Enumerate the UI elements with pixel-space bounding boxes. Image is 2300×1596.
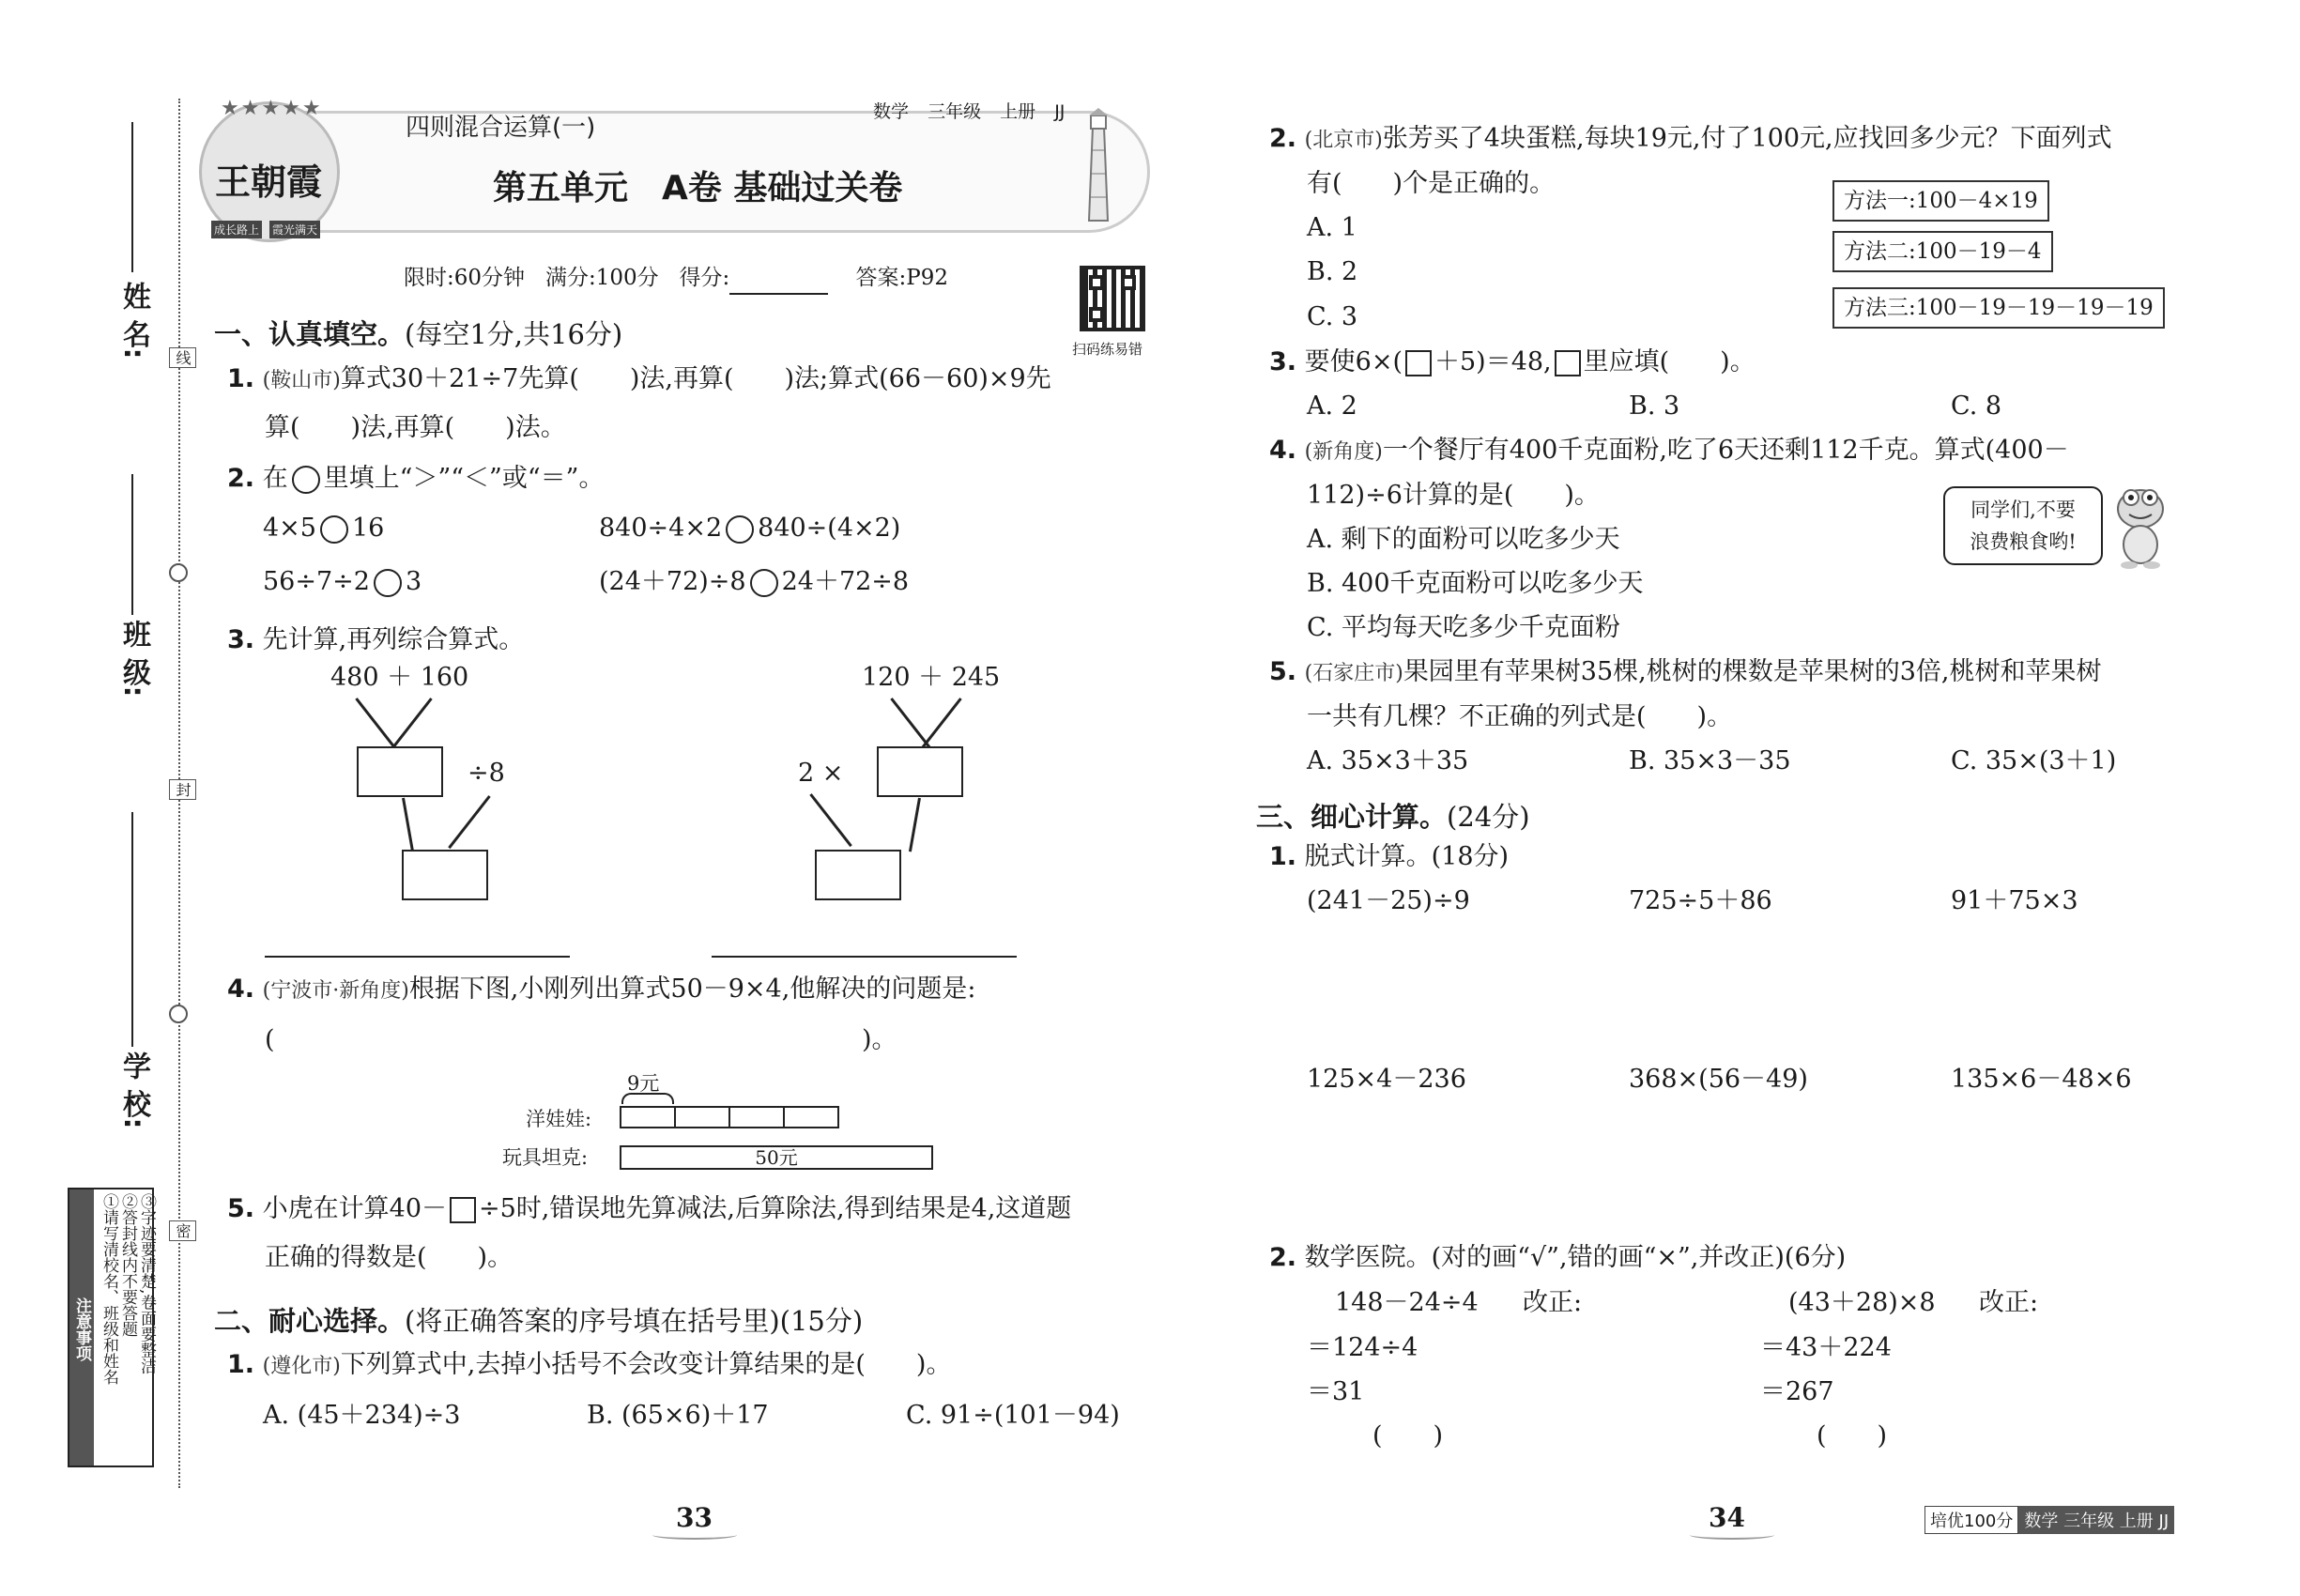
c1-number: 1.: [1269, 842, 1297, 871]
brand-logo: [199, 97, 340, 242]
c2-left-judge[interactable]: ( ): [1372, 1421, 1444, 1450]
s2-q1-text: 下列算式中,去掉小括号不会改变计算结果的是( )。: [340, 1350, 952, 1379]
speech-bubble-line-1: 同学们,不要: [1970, 499, 2076, 521]
r-q3-option-a[interactable]: A. 2: [1307, 391, 1357, 421]
c1: [1269, 840, 1509, 874]
q4-source: (宁波市·新角度): [262, 979, 409, 1003]
r-q5: [1269, 655, 2102, 691]
q4-price-label: 9元: [627, 1072, 660, 1095]
r-q3-blank-square-1: [1405, 350, 1432, 376]
footer-tag: [1924, 1506, 2174, 1534]
c1-expr-4: 125×4－236: [1307, 1065, 1466, 1094]
brand-name: 王朝霞: [215, 161, 323, 203]
q5-number: 5.: [227, 1194, 255, 1223]
speech-bubble: [1943, 486, 2103, 565]
name-blank[interactable]: [131, 122, 133, 272]
name-label: 姓 名:: [117, 282, 150, 360]
page-number-left: 33: [676, 1502, 713, 1533]
tree2-answer-line[interactable]: [712, 956, 1017, 958]
frog-mascot-icon: [2112, 481, 2169, 570]
doll-segment: [785, 1106, 839, 1128]
tree1-line-l: [355, 698, 396, 749]
section-1-score: (每空1分,共16分): [405, 318, 623, 350]
q2-item-2-left: 840÷4×2: [599, 514, 723, 543]
r-q5-line1: 果园里有苹果树35棵,桃树的棵数是苹果树的3倍,桃树和苹果树: [1403, 657, 2102, 686]
tree2-line-r: [920, 698, 961, 749]
speech-bubble-line-2: 浪费粮食哟!: [1970, 530, 2077, 553]
q2-answer-circle-3[interactable]: [374, 569, 402, 597]
r-q5-line2: 一共有几棵？不正确的列式是( )。: [1307, 702, 1733, 731]
q2-number: 2.: [227, 464, 255, 493]
binding-hole-2: [169, 1005, 188, 1023]
brand-slogan-2: 霞光满天: [269, 221, 320, 238]
class-label: 班 级:: [117, 620, 150, 698]
r-q5-option-b[interactable]: B. 35×3－35: [1629, 746, 1791, 775]
footer-info: 数学 三年级 上册 JJ: [2018, 1506, 2174, 1534]
cut-mark-seal: 封: [169, 779, 196, 800]
r-q4-option-b[interactable]: B. 400千克面粉可以吃多少天: [1307, 569, 1644, 598]
r-q5-source: (石家庄市): [1304, 662, 1403, 685]
c2-text: 数学医院。(对的画“√”,错的画“×”,并改正)(6分): [1304, 1243, 1847, 1272]
full-score: 满分:100分: [544, 266, 659, 290]
q5-line1b: ÷5时,错误地先算减法,后算除法,得到结果是4,这道题: [479, 1194, 1072, 1223]
c2: [1269, 1241, 1846, 1275]
s2-q1: [227, 1348, 951, 1384]
q4-brace: [621, 1093, 674, 1104]
c2-left-line-3: ＝31: [1307, 1377, 1365, 1406]
class-blank[interactable]: [131, 474, 133, 615]
section-1-heading: 一、认真填空。: [214, 318, 406, 350]
tree2-top: 120 ＋ 245: [862, 663, 1001, 692]
section-3-title: [1256, 796, 1530, 835]
c2-right-line-2: ＝43＋224: [1760, 1333, 1892, 1362]
section-2-heading: 二、耐心选择。: [214, 1305, 406, 1337]
r-q4-option-c[interactable]: C. 平均每天吃多少千克面粉: [1307, 613, 1620, 642]
qr-caption: 扫码练易错: [1072, 341, 1143, 358]
lighthouse-icon: [1080, 108, 1117, 225]
q2-text2: 里填上“＞”“＜”或“＝”。: [323, 464, 605, 493]
section-2-score: (将正确答案的序号填在括号里)(15分): [405, 1305, 864, 1337]
q4-doll-bar: [620, 1106, 839, 1128]
q4-tank-price: 50元: [755, 1146, 798, 1169]
q2-item-1: [263, 512, 384, 545]
tree1-line-a: [402, 798, 414, 852]
volume-tag: 上册: [1000, 101, 1036, 122]
c2-right-line-1: (43＋28)×8: [1788, 1288, 1936, 1317]
c2-right-judge[interactable]: ( ): [1817, 1421, 1888, 1450]
time-limit: 限时:60分钟: [404, 266, 526, 290]
q5-line2: 正确的得数是( )。: [265, 1243, 514, 1272]
r-q3-option-b[interactable]: B. 3: [1629, 391, 1680, 421]
r-q2-number: 2.: [1269, 124, 1297, 153]
c2-right-line-3: ＝267: [1760, 1377, 1834, 1406]
r-q4-option-a[interactable]: A. 剩下的面粉可以吃多少天: [1307, 525, 1620, 554]
r-q2: [1269, 122, 2112, 158]
tree1-box2[interactable]: [402, 850, 488, 900]
r-q2-line2: 有( )个是正确的。: [1307, 169, 1556, 198]
method-2-box: 方法二:100－19－4: [1832, 231, 2053, 272]
answer-page: 答案:P92: [855, 266, 949, 290]
q5: [227, 1192, 1071, 1226]
r-q5-option-c[interactable]: C. 35×(3＋1): [1951, 746, 2117, 775]
compare-circle-icon: [292, 466, 320, 494]
q5-blank-square: [450, 1197, 476, 1223]
doll-segment: [730, 1106, 785, 1128]
section-2-title: [214, 1300, 863, 1339]
tree2-box2[interactable]: [815, 850, 901, 900]
q4-text: 根据下图,小刚列出算式50－9×4,他解决的问题是:: [408, 974, 976, 1004]
q4-paren-close: )。: [862, 1025, 897, 1054]
q2-answer-circle-1[interactable]: [320, 515, 348, 544]
q2-text: 在: [262, 464, 288, 493]
topic-label: 四则混合运算(一): [406, 114, 596, 142]
section-1-title: [214, 314, 622, 352]
r-q5-number: 5.: [1269, 657, 1297, 686]
r-q4: [1269, 434, 2069, 469]
cut-mark-secret: 密: [169, 1220, 196, 1241]
r-q2-source: (北京市): [1304, 129, 1383, 152]
cut-mark-line: 线: [169, 347, 196, 368]
q4-answer-blank[interactable]: [282, 1023, 859, 1057]
page-number-left-swirl: [652, 1530, 737, 1540]
q3-text: 先计算,再列综合算式。: [262, 625, 525, 654]
tree1-answer-line[interactable]: [265, 956, 570, 958]
score-blank[interactable]: [729, 272, 828, 295]
r-q2-line1: 张芳买了4块蛋糕,每块19元,付了100元,应找回多少元？下面列式: [1382, 124, 2112, 153]
q4-tank-bar: [620, 1145, 933, 1170]
r-q3-text-c: 里应填( )。: [1583, 347, 1756, 376]
note-3: ③字迹要清楚,卷面要整洁: [137, 1193, 156, 1374]
page-number-right: 34: [1709, 1502, 1745, 1533]
r-q3: [1269, 345, 1756, 379]
method-3-box: 方法三:100－19－19－19－19: [1832, 287, 2165, 329]
tree2-line-a: [809, 793, 851, 847]
s2-q1-number: 1.: [227, 1350, 255, 1379]
q1-line2: 算( )法,再算( )法。: [265, 413, 566, 442]
r-q4-line2: 112)÷6计算的是( )。: [1307, 481, 1600, 510]
q2-answer-circle-4[interactable]: [750, 569, 778, 597]
r-q2-option-b[interactable]: B. 2: [1307, 257, 1358, 286]
q2-item-4-left: (24＋72)÷8: [599, 567, 746, 596]
section-3-heading: 三、细心计算。: [1256, 801, 1448, 833]
score-label: 得分:: [679, 266, 730, 290]
r-q4-source: (新角度): [1304, 440, 1383, 464]
brand-slogan-1: 成长路上: [211, 221, 262, 238]
tree1-line-b: [448, 795, 490, 849]
footer-brand: 培优100分: [1924, 1506, 2018, 1534]
tree1-op: ÷8: [468, 759, 505, 788]
q2: [227, 462, 604, 496]
c1-expr-6: 135×6－48×6: [1951, 1065, 2132, 1094]
q2-item-3-left: 56÷7÷2: [263, 567, 370, 596]
r-q2-option-a[interactable]: A. 1: [1307, 213, 1357, 242]
c1-text: 脱式计算。(18分): [1304, 842, 1510, 871]
q4: [227, 973, 975, 1008]
tree1-top: 480 ＋ 160: [330, 663, 469, 692]
notes-box: [68, 1188, 154, 1467]
r-q4-number: 4.: [1269, 436, 1297, 465]
tree1-line-r: [391, 698, 432, 749]
page-title: 第五单元 A卷 基础过关卷: [493, 169, 903, 207]
r-q2-option-c[interactable]: C. 3: [1307, 302, 1358, 331]
q2-item-3: [263, 565, 422, 599]
doll-segment: [676, 1106, 730, 1128]
school-label: 学 校:: [117, 1051, 150, 1129]
binding-hole-1: [169, 563, 188, 582]
r-q3-option-c[interactable]: C. 8: [1951, 391, 2002, 421]
c1-expr-5: 368×(56－49): [1629, 1065, 1808, 1094]
q1-line1: 算式30＋21÷7先算( )法,再算( )法;算式(66－60)×9先: [340, 364, 1051, 393]
q2-answer-circle-2[interactable]: [726, 515, 754, 544]
subject-tags: [873, 98, 1065, 123]
q1-source: (鞍山市): [262, 369, 341, 392]
r-q3-blank-square-2: [1555, 350, 1581, 376]
c2-left-line-1: 148－24÷4: [1335, 1288, 1479, 1317]
s2-q1-option-b[interactable]: B. (65×6)＋17: [587, 1401, 769, 1430]
q4-paren-open: (: [265, 1025, 275, 1054]
q4-doll-label: 洋娃娃:: [526, 1108, 592, 1130]
r-q4-line1: 一个餐厅有400千克面粉,吃了6天还剩112千克。算式(400－: [1382, 436, 2069, 465]
subject-tag: 数学: [873, 101, 910, 122]
r-q3-text-b: ＋5)＝48,: [1434, 347, 1552, 376]
star-icon-row: ★★★★★: [221, 97, 323, 120]
r-q3-text-a: 要使6×(: [1304, 347, 1403, 376]
q5-line1a: 小虎在计算40－: [262, 1194, 447, 1223]
page-number-right-swirl: [1690, 1530, 1774, 1540]
q2-item-1-left: 4×5: [263, 514, 316, 543]
r-q5-option-a[interactable]: A. 35×3＋35: [1307, 746, 1469, 775]
s2-q1-option-c[interactable]: C. 91÷(101－94): [906, 1401, 1120, 1430]
notes-title: 注意事项: [69, 1189, 94, 1466]
tree2-op: 2 ×: [798, 759, 844, 788]
grade-tag: 三年级: [928, 101, 982, 122]
s2-q1-source: (遵化市): [262, 1355, 341, 1378]
c2-left-fix-label: 改正:: [1523, 1288, 1583, 1317]
q2-item-3-right: 3: [405, 567, 422, 596]
q3-number: 3.: [227, 625, 255, 654]
q1: [227, 362, 1051, 398]
r-q3-number: 3.: [1269, 347, 1297, 376]
c1-expr-2: 725÷5＋86: [1629, 886, 1772, 915]
c2-number: 2.: [1269, 1243, 1297, 1272]
c2-right-fix-label: 改正:: [1979, 1288, 2039, 1317]
tree1-box1[interactable]: [357, 746, 443, 797]
q2-item-2-right: 840÷(4×2): [758, 514, 901, 543]
method-1-box: 方法一:100－4×19: [1832, 180, 2049, 222]
note-2: ②答封线内不要答题: [118, 1193, 137, 1337]
section-3-score: (24分): [1447, 801, 1530, 833]
edition-tag: JJ: [1054, 101, 1066, 122]
exam-info: [404, 261, 948, 295]
q4-number: 4.: [227, 974, 255, 1004]
q2-item-1-right: 16: [351, 514, 385, 543]
note-1: ①请写清校名、班级和姓名: [100, 1193, 118, 1385]
c1-expr-3: 91＋75×3: [1951, 886, 2078, 915]
qr-code-icon: [1080, 266, 1145, 331]
q3: [227, 623, 524, 657]
q2-item-4: [599, 565, 909, 599]
q2-item-2: [599, 512, 900, 545]
q1-number: 1.: [227, 364, 255, 393]
c1-expr-1: (241－25)÷9: [1307, 886, 1470, 915]
q4-tank-label: 玩具坦克:: [502, 1146, 589, 1169]
doll-segment: [620, 1106, 676, 1128]
school-blank[interactable]: [131, 812, 133, 1047]
tree2-box1[interactable]: [877, 746, 963, 797]
c2-left-line-2: ＝124÷4: [1307, 1333, 1418, 1362]
q2-item-4-right: 24＋72÷8: [781, 567, 910, 596]
s2-q1-option-a[interactable]: A. (45＋234)÷3: [263, 1401, 461, 1430]
tree2-line-b: [909, 798, 921, 852]
